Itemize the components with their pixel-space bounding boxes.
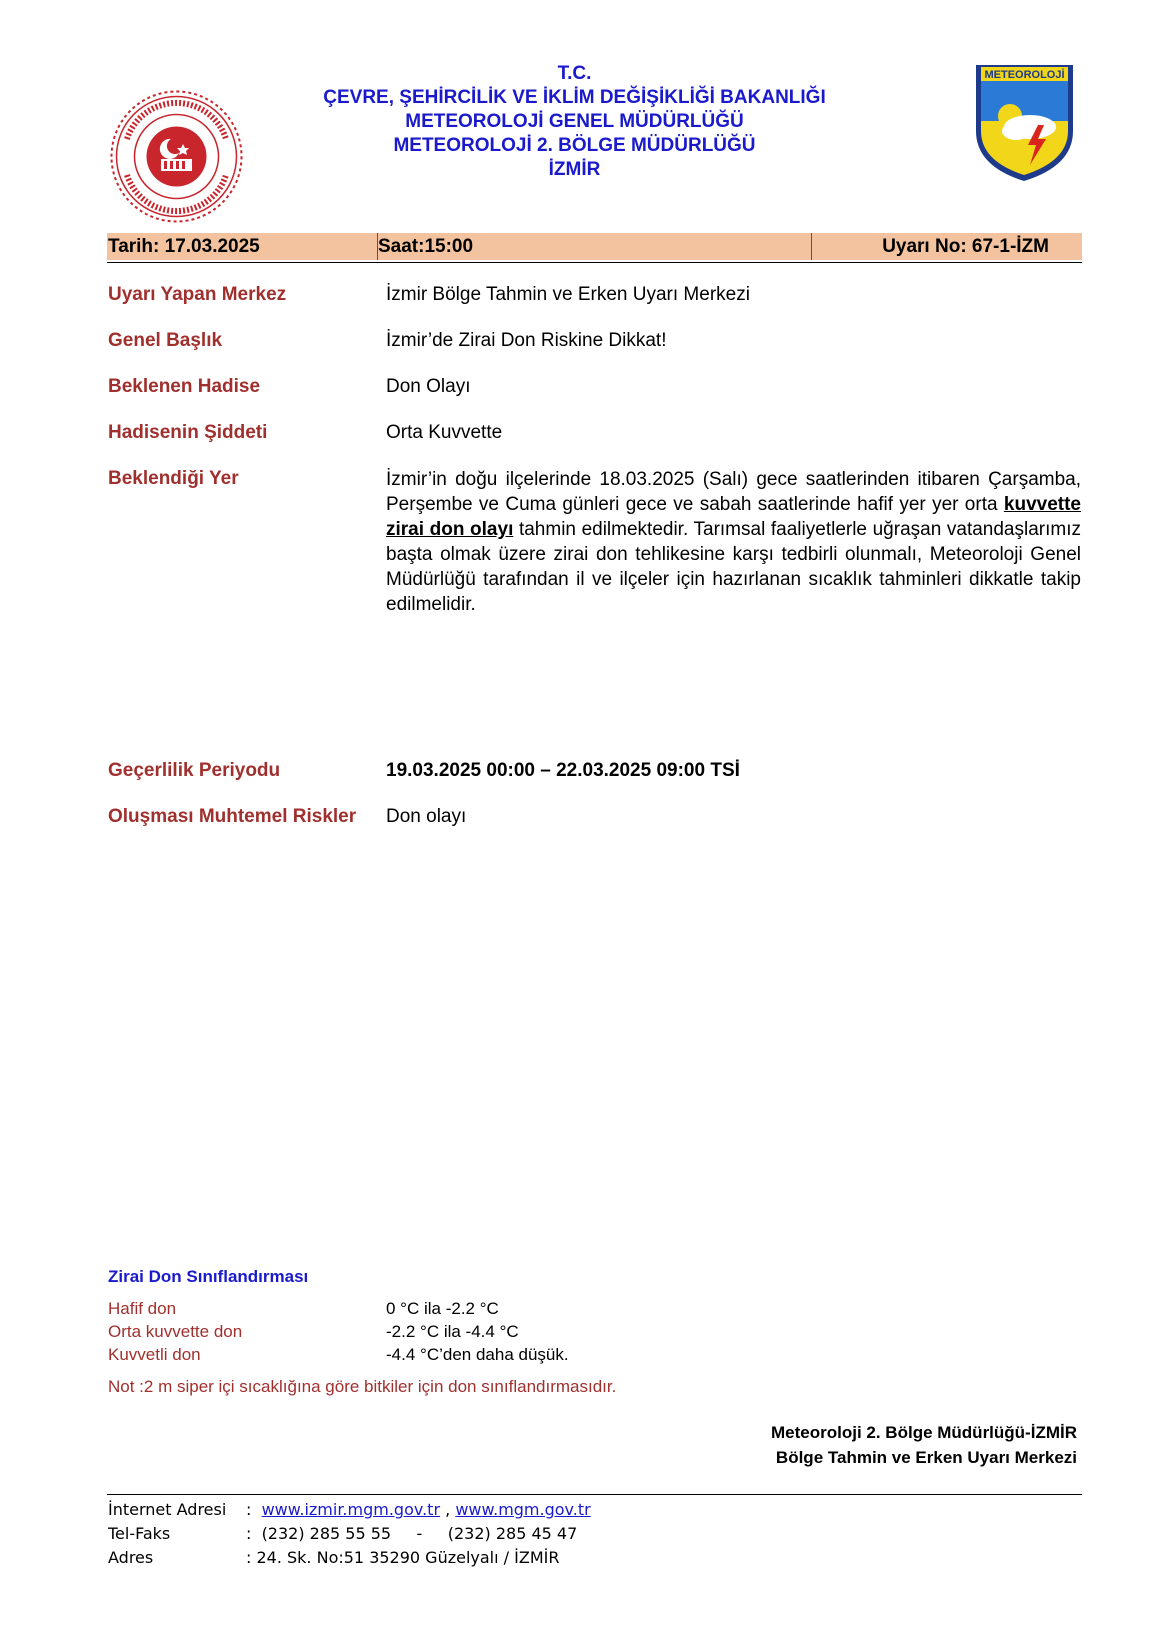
mgm-link[interactable]: www.mgm.gov.tr: [455, 1500, 591, 1519]
severity-value: Orta Kuvvette: [386, 422, 503, 443]
header-line-city: İZMİR: [548, 159, 601, 180]
classification-note: Not :2 m siper içi sıcaklığına göre bitkiler için don sınıflandırmasıdır.: [108, 1377, 617, 1396]
meteoroloji-shield-logo: [972, 61, 1077, 183]
class-row-name: Kuvvetli don: [108, 1345, 201, 1364]
header-line-ministry: ÇEVRE, ŞEHİRCİLİK VE İKLİM DEĞİŞİKLİĞİ BAKANLIĞI: [323, 87, 826, 108]
time-text: Saat:15:00: [378, 236, 474, 257]
signature-line-1: Meteoroloji 2. Bölge Müdürlüğü-İZMİR: [771, 1423, 1077, 1442]
warning-number: Uyarı No: 67-1-İZM: [882, 236, 1049, 257]
validity-value: 19.03.2025 00:00 – 22.03.2025 09:00 TSİ: [386, 760, 740, 781]
location-text-1: İzmir’in doğu ilçelerinde 18.03.2025 (Salı) gece saatlerinden itibaren Çarşamba, Perşembe ve Cuma günleri gece ve sabah saatlerinde hafif yer yer orta: [386, 469, 1081, 515]
header-line-tc: T.C.: [557, 63, 592, 84]
class-row-name: Orta kuvvette don: [108, 1322, 243, 1341]
location-text-2: tahmin edilmektedir. Tarımsal faaliyetlerle uğraşan vatandaşlarımız başta olmak üzere zirai don tehlikesine karşı tedbirli olunmalı, Meteoroloji Genel Müdürlüğü tarafından il ve ilçeler için hazırlanan sıcaklık tahminleri dikkatle takip edilmelidir.: [386, 519, 1081, 615]
class-row-name: Hafif don: [108, 1299, 177, 1318]
address-value: : 24. Sk. No:51 35290 Güzelyalı / İZMİR: [246, 1548, 560, 1567]
title-label: Genel Başlık: [108, 330, 223, 351]
location-text-emphasis: kuvvette zirai don olayı: [386, 494, 1081, 540]
title-value: İzmir’de Zirai Don Riskine Dikkat!: [386, 330, 667, 351]
validity-label: Geçerlilik Periyodu: [108, 760, 281, 781]
severity-label: Hadisenin Şiddeti: [108, 422, 268, 443]
risks-value: Don olayı: [386, 806, 467, 827]
internet-label: İnternet Adresi: [108, 1500, 227, 1519]
internet-sep: :: [246, 1500, 252, 1519]
classification-title: Zirai Don Sınıflandırması: [108, 1267, 309, 1286]
event-label: Beklenen Hadise: [108, 376, 261, 397]
izmir-mgm-link[interactable]: www.izmir.mgm.gov.tr: [261, 1500, 441, 1519]
internet-links: [246, 1500, 591, 1519]
divider: [107, 262, 1082, 263]
address-label: Adres: [108, 1548, 154, 1567]
shield-logo-text: METEOROLOJİ: [984, 69, 1065, 81]
risks-label: Oluşması Muhtemel Riskler: [108, 806, 357, 827]
info-bar: [107, 233, 1082, 260]
location-label: Beklendiği Yer: [108, 468, 239, 489]
tel-label: Tel-Faks: [108, 1524, 171, 1543]
header-line-mgm: METEOROLOJİ GENEL MÜDÜRLÜĞÜ: [405, 111, 744, 132]
location-paragraph: [386, 467, 1081, 617]
center-label: Uyarı Yapan Merkez: [108, 284, 287, 305]
link-comma: ,: [445, 1500, 451, 1519]
date-text: Tarih: 17.03.2025: [108, 236, 260, 257]
class-row-value: 0 °C ila -2.2 °C: [386, 1299, 499, 1318]
header-line-region: METEOROLOJİ 2. BÖLGE MÜDÜRLÜĞÜ: [393, 135, 756, 156]
footer-divider: [107, 1494, 1082, 1495]
center-value: İzmir Bölge Tahmin ve Erken Uyarı Merkezi: [386, 284, 750, 305]
signature-line-2: Bölge Tahmin ve Erken Uyarı Merkezi: [775, 1448, 1077, 1467]
event-value: Don Olayı: [386, 376, 471, 397]
tel-value: : (232) 285 55 55 - (232) 285 45 47: [246, 1524, 578, 1543]
class-row-value: -4.4 °C’den daha düşük.: [386, 1345, 569, 1364]
class-row-value: -2.2 °C ila -4.4 °C: [386, 1322, 519, 1341]
